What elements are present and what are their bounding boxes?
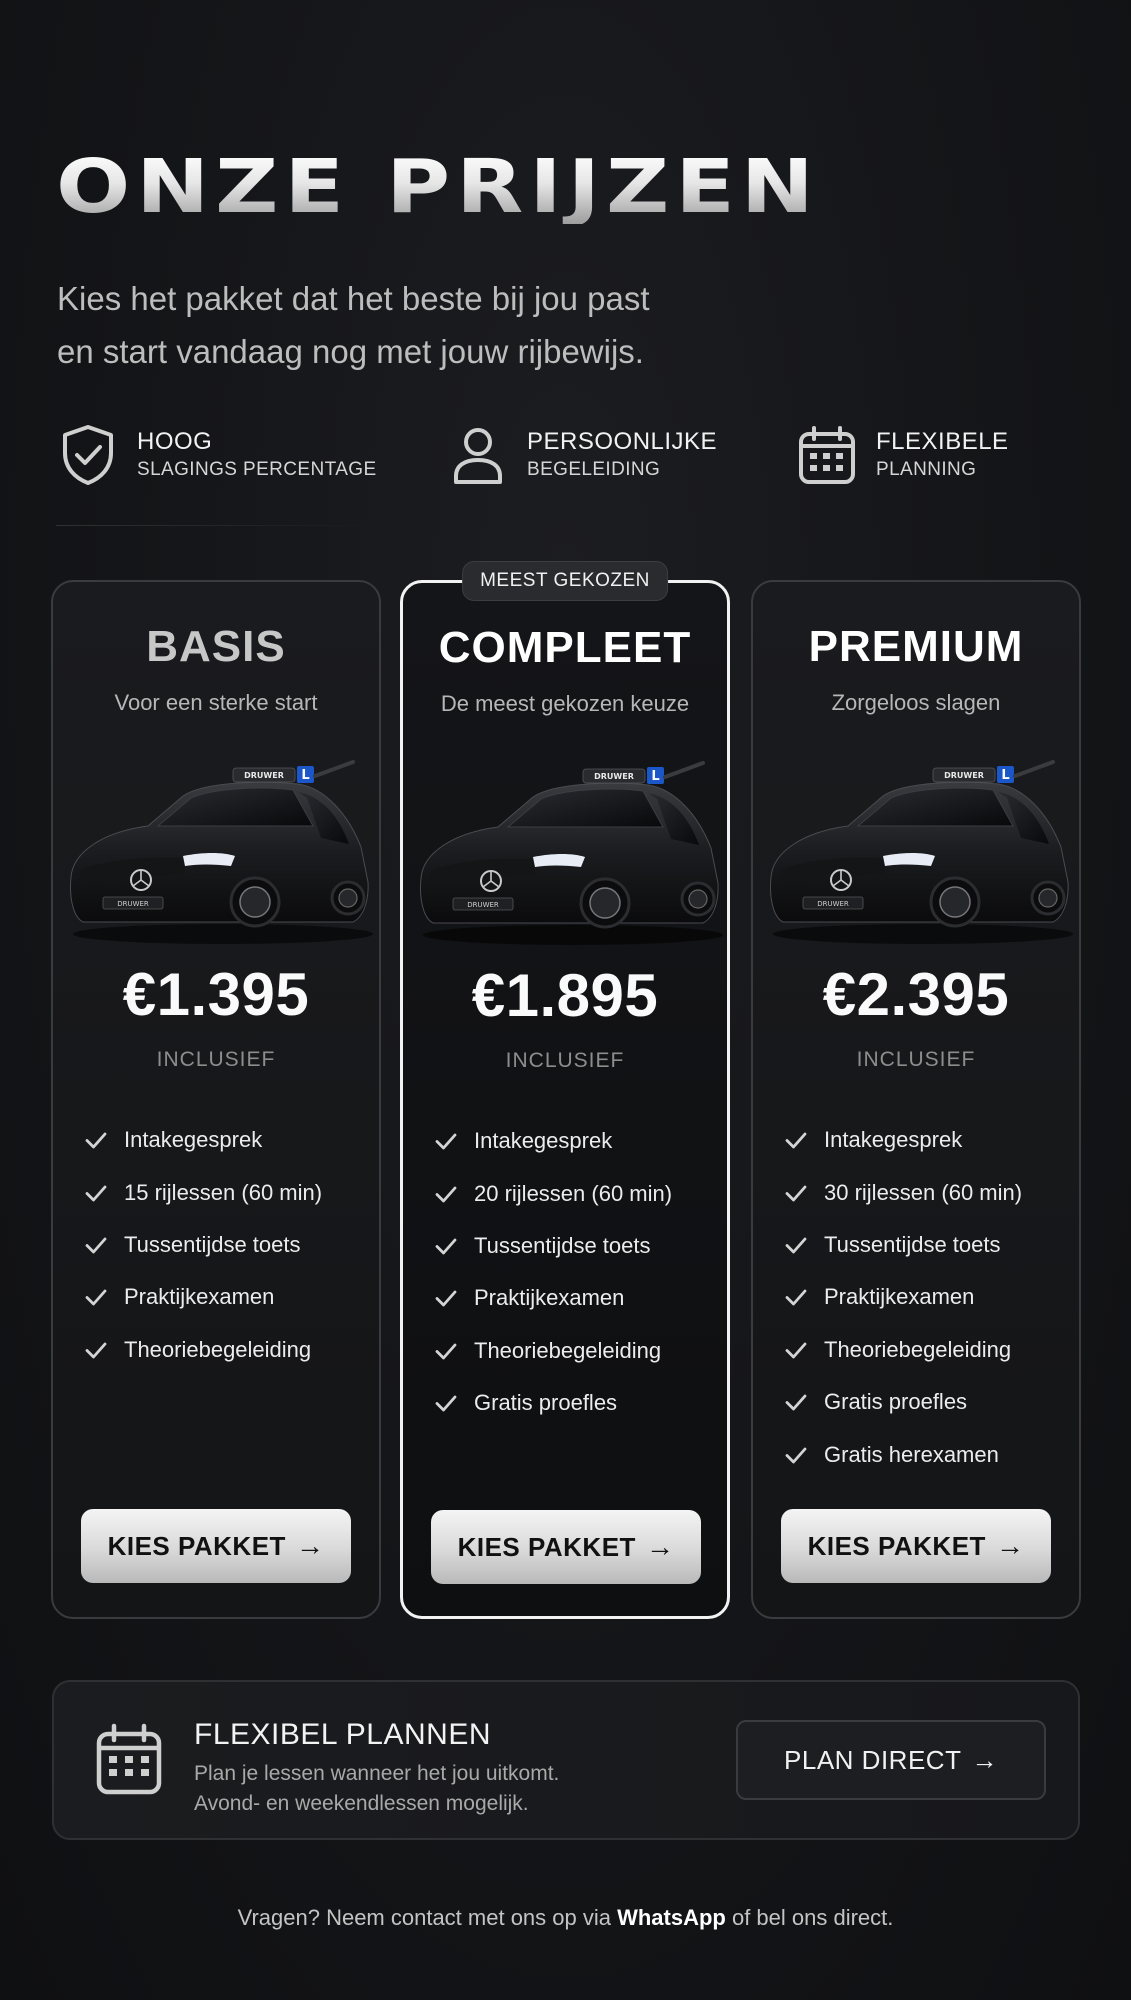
included-items-list [783,1114,1073,1481]
feature-title: PERSOONLIJKE [527,428,718,455]
feature-title: HOOG [137,428,213,455]
car-image [763,752,1073,947]
list-item [783,1166,1073,1218]
check-icon [783,1127,809,1153]
arrow-right-icon: → [645,1531,675,1562]
list-item [783,1324,1073,1376]
arrow-right-icon: → [971,1744,998,1775]
card-title: COMPLEET [438,623,692,672]
arrow-right-icon: → [295,1530,325,1561]
item-label: Gratis proefles [824,1389,968,1415]
feature-subtitle: SLAGINGS PERCENTAGE [137,459,377,480]
button-label: PLAN DIRECT [784,1744,962,1775]
card-subtitle: De meest gekozen keuze [440,691,690,716]
list-item [783,1219,1073,1271]
item-label: Tussentijdse toets [124,1231,301,1257]
card-price: €1.395 [122,961,310,1028]
feature-personal-guidance [447,420,717,490]
button-label: KIES PAKKET [457,1531,636,1562]
list-item [433,1115,723,1167]
list-item [783,1428,1073,1480]
check-icon [83,1180,109,1206]
included-items-list [83,1114,373,1376]
page-title: ONZE PRIJZEN [56,144,820,230]
feature-subtitle: BEGELEIDING [527,459,661,480]
divider [56,525,376,526]
card-subtitle: Voor een sterke start [114,690,318,715]
item-label: Praktijkexamen [474,1285,625,1311]
flexible-planning-banner [52,1680,1080,1840]
check-icon [433,1285,459,1311]
pricing-card-premium [751,580,1081,1619]
card-title: PREMIUM [808,622,1024,671]
feature-highlights [0,420,1131,510]
footer-contact [0,1905,1131,1931]
item-label: 20 rijlessen (60 min) [474,1180,673,1206]
check-icon [783,1284,809,1310]
feature-success-rate [57,420,377,490]
footer-text: Vragen? Neem contact met ons op via [237,1905,618,1930]
check-icon [783,1232,809,1258]
item-label: Intakegesprek [824,1127,963,1153]
check-icon [783,1442,809,1468]
check-icon [433,1338,459,1364]
list-item [783,1376,1073,1428]
included-items-list [433,1115,723,1429]
list-item [433,1167,723,1219]
list-item [783,1114,1073,1166]
list-item [83,1219,373,1271]
car-image [63,752,373,947]
item-label: Praktijkexamen [824,1284,975,1310]
check-icon [783,1180,809,1206]
item-label: Theoriebegeleiding [474,1337,662,1363]
check-icon [433,1390,459,1416]
check-icon [783,1337,809,1363]
included-label: INCLUSIEF [156,1048,276,1071]
item-label: Intakegesprek [474,1128,613,1154]
whatsapp-link[interactable]: WhatsApp [617,1905,726,1930]
banner-title: FLEXIBEL PLANNEN [194,1718,491,1751]
choose-package-button[interactable] [81,1509,351,1583]
check-icon [433,1233,459,1259]
button-label: KIES PAKKET [107,1530,286,1561]
feature-flexible-planning [796,420,1009,490]
subtitle-line: en start vandaag nog met jouw rijbewijs. [57,333,644,370]
item-label: Theoriebegeleiding [824,1336,1012,1362]
item-label: Intakegesprek [124,1127,263,1153]
choose-package-button[interactable] [781,1509,1051,1583]
card-price: €1.895 [471,962,659,1029]
list-item [83,1114,373,1166]
list-item [433,1272,723,1324]
check-icon [433,1181,459,1207]
included-label: INCLUSIEF [856,1048,976,1071]
choose-package-button[interactable] [431,1510,701,1584]
card-price: €2.395 [822,961,1010,1028]
item-label: Tussentijdse toets [824,1231,1001,1257]
calendar-icon [94,1722,164,1796]
list-item [783,1271,1073,1323]
list-item [83,1166,373,1218]
banner-text: Plan je lessen wanneer het jou uitkomt. [194,1762,560,1785]
check-icon [83,1127,109,1153]
item-label: 15 rijlessen (60 min) [124,1179,323,1205]
item-label: Praktijkexamen [124,1284,275,1310]
button-label: KIES PAKKET [807,1530,986,1561]
check-icon [433,1128,459,1154]
item-label: 30 rijlessen (60 min) [824,1179,1023,1205]
included-label: INCLUSIEF [505,1049,625,1072]
list-item [433,1220,723,1272]
page-subtitle [57,272,737,378]
feature-subtitle: PLANNING [876,459,977,480]
footer-text: of bel ons direct. [725,1905,894,1930]
subtitle-line: Kies het pakket dat het beste bij jou past [57,280,650,317]
list-item [83,1271,373,1323]
person-icon [447,422,509,488]
arrow-right-icon: → [995,1530,1025,1561]
check-icon [83,1284,109,1310]
item-label: Gratis proefles [474,1390,618,1416]
pricing-card-compleet [400,570,730,1619]
most-chosen-badge: MEEST GEKOZEN [462,561,668,601]
item-label: Tussentijdse toets [474,1232,651,1258]
car-image [413,753,723,948]
pricing-card-basis [51,580,381,1619]
banner-text: Avond- en weekendlessen mogelijk. [194,1792,529,1815]
item-label: Gratis herexamen [824,1441,999,1467]
calendar-icon [796,422,858,488]
item-label: Theoriebegeleiding [124,1336,312,1362]
check-icon [783,1389,809,1415]
list-item [433,1325,723,1377]
list-item [433,1377,723,1429]
plan-direct-button[interactable] [736,1720,1046,1800]
card-subtitle: Zorgeloos slagen [831,690,1001,715]
shield-check-icon [57,422,119,488]
feature-title: FLEXIBELE [876,428,1009,455]
card-title: BASIS [146,622,286,671]
check-icon [83,1337,109,1363]
list-item [83,1324,373,1376]
check-icon [83,1232,109,1258]
